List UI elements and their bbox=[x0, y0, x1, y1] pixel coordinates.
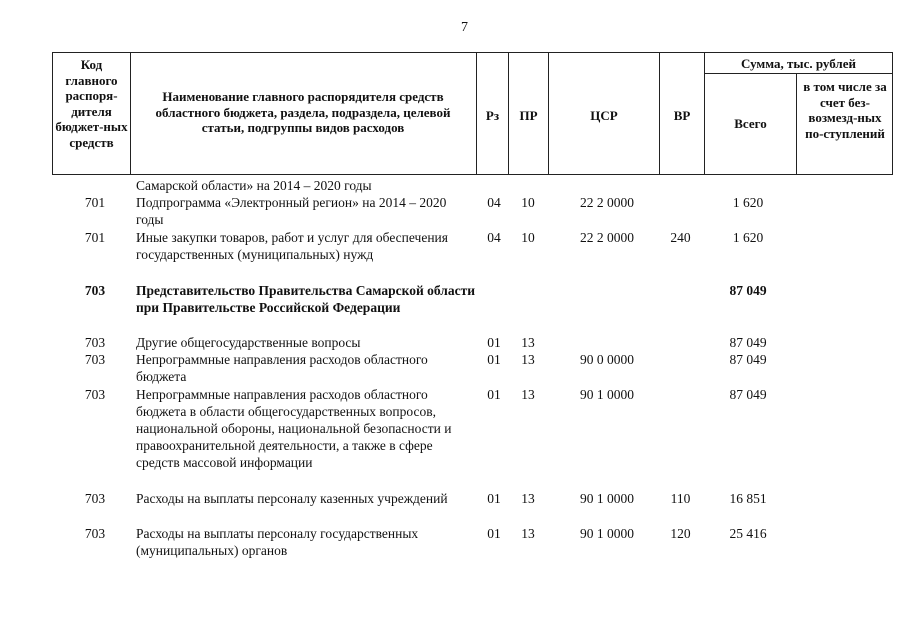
row-total: 1 620 bbox=[732, 230, 764, 245]
row-name: Самарской области» на 2014 – 2020 годы bbox=[136, 178, 372, 193]
row-code: 703 bbox=[84, 335, 106, 350]
row-csr: 90 0 0000 bbox=[580, 352, 634, 367]
row-csr: 90 1 0000 bbox=[580, 491, 634, 506]
header-total: Всего bbox=[734, 116, 767, 131]
header-code: Код главного распоря-дителя бюджет-ных средств bbox=[55, 57, 128, 150]
row-csr: 22 2 0000 bbox=[580, 195, 634, 210]
row-rz: 01 bbox=[487, 387, 501, 402]
header-amount-group: Сумма, тыс. рублей bbox=[741, 56, 856, 71]
row-pr: 13 bbox=[521, 491, 535, 506]
row-rz: 01 bbox=[487, 526, 501, 541]
row-name: Подпрограмма «Электронный регион» на 2014 – 2020 годы bbox=[136, 195, 447, 227]
row-code: 703 bbox=[84, 526, 106, 541]
row-csr: 90 1 0000 bbox=[580, 387, 634, 402]
row-total: 87 049 bbox=[729, 387, 767, 402]
row-pr: 13 bbox=[521, 387, 535, 402]
header-pr: ПР bbox=[519, 108, 538, 123]
header-vr: ВР bbox=[673, 108, 691, 123]
row-vr: 240 bbox=[670, 230, 691, 245]
row-total: 25 416 bbox=[729, 526, 767, 541]
header-name: Наименование главного распорядителя средств областного бюджета, раздела, подраздела, целевой статьи, подгруппы видов расходов bbox=[155, 89, 451, 135]
page-number: 7 bbox=[461, 20, 468, 35]
row-csr: 90 1 0000 bbox=[580, 526, 634, 541]
row-code: 703 bbox=[84, 387, 106, 402]
row-total: 87 049 bbox=[729, 335, 767, 350]
row-total: 1 620 bbox=[732, 195, 764, 210]
row-rz: 04 bbox=[487, 195, 501, 210]
row-name: Непрограммные направления расходов областного бюджета в области общегосударственных вопросов, национальной обороны, национальной безопасности и правоохранительной деятельности, а также в сфере средств массовой информации bbox=[136, 387, 452, 470]
row-name: Расходы на выплаты персоналу казенных учреждений bbox=[136, 491, 448, 506]
row-vr: 110 bbox=[670, 491, 691, 506]
row-name: Непрограммные направления расходов областного бюджета bbox=[136, 352, 428, 384]
row-pr: 10 bbox=[521, 230, 535, 245]
header-including: в том числе за счет без-возмезд-ных по-ступлений bbox=[803, 79, 887, 141]
header-rz: Рз bbox=[485, 108, 500, 123]
row-name: Иные закупки товаров, работ и услуг для обеспечения государственных (муниципальных) нужд bbox=[136, 230, 448, 262]
row-vr: 120 bbox=[670, 526, 691, 541]
row-total: 16 851 bbox=[729, 491, 767, 506]
row-name: Представительство Правительства Самарской области при Правительстве Российской Федерации bbox=[136, 283, 475, 315]
row-pr: 13 bbox=[521, 526, 535, 541]
row-pr: 10 bbox=[521, 195, 535, 210]
row-rz: 01 bbox=[487, 352, 501, 367]
row-csr: 22 2 0000 bbox=[580, 230, 634, 245]
row-total: 87 049 bbox=[729, 283, 767, 298]
row-code: 701 bbox=[84, 230, 106, 245]
column-divider bbox=[796, 73, 797, 174]
amount-group-divider bbox=[704, 73, 892, 74]
column-divider bbox=[130, 53, 131, 174]
row-pr: 13 bbox=[521, 352, 535, 367]
table-header bbox=[52, 52, 893, 175]
row-code: 703 bbox=[84, 491, 106, 506]
row-code: 703 bbox=[84, 352, 106, 367]
row-total: 87 049 bbox=[729, 352, 767, 367]
row-rz: 01 bbox=[487, 335, 501, 350]
row-name: Расходы на выплаты персоналу государственных (муниципальных) органов bbox=[136, 526, 419, 558]
row-pr: 13 bbox=[521, 335, 535, 350]
row-name: Другие общегосударственные вопросы bbox=[136, 335, 361, 350]
row-rz: 04 bbox=[487, 230, 501, 245]
row-rz: 01 bbox=[487, 491, 501, 506]
row-code: 701 bbox=[84, 195, 106, 210]
row-code: 703 bbox=[84, 283, 106, 298]
header-csr: ЦСР bbox=[590, 108, 618, 123]
